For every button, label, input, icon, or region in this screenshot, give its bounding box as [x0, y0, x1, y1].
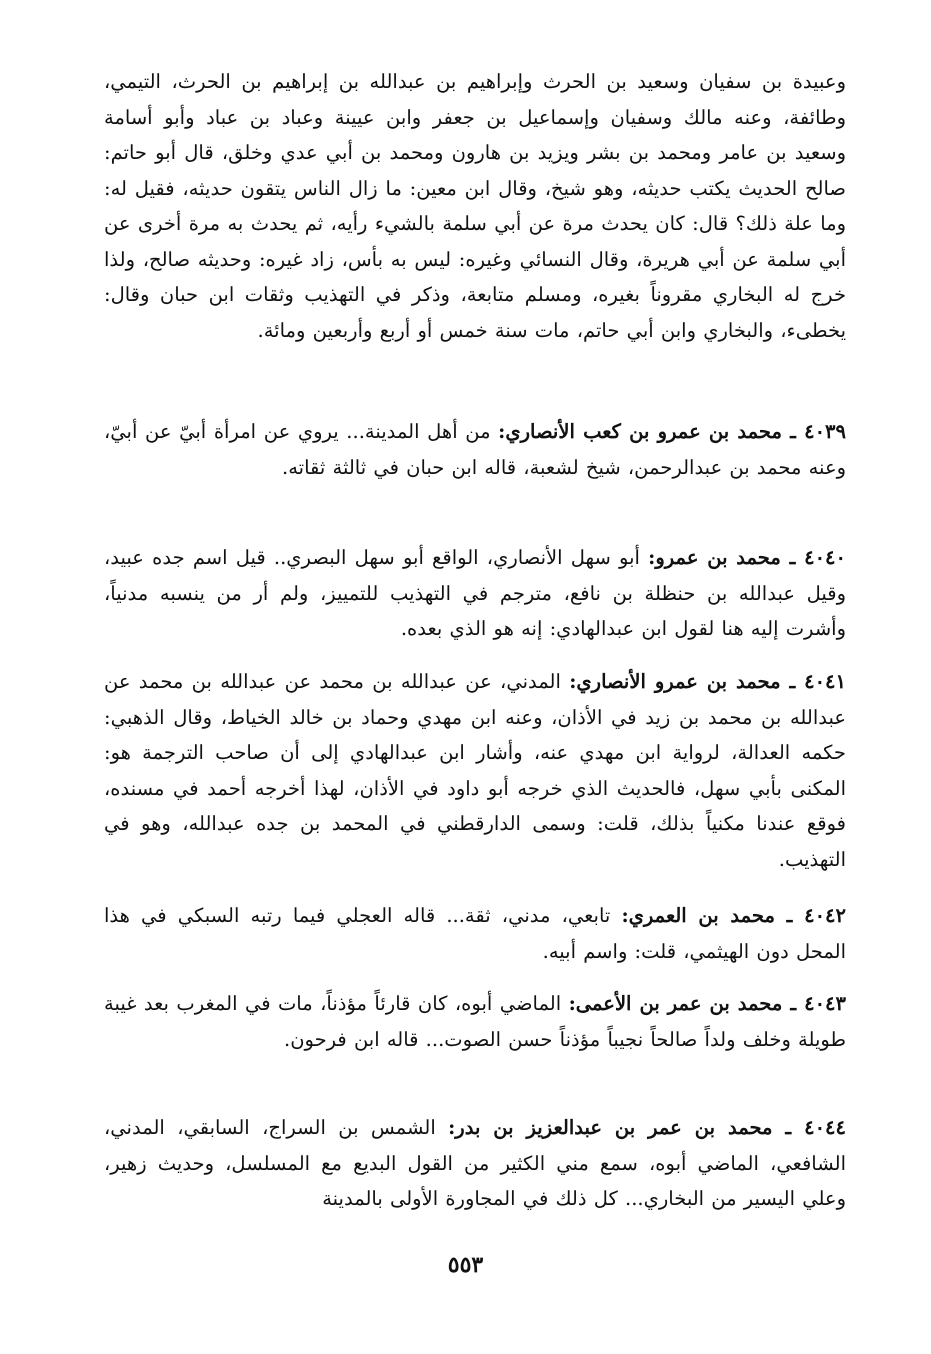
entry-heading: ٤٠٣٩ ـ محمد بن عمرو بن كعب الأنصاري:	[498, 420, 846, 443]
paragraph-continuation	[104, 64, 846, 348]
entry-heading: ٤٠٤٣ ـ محمد بن عمر بن الأعمى:	[568, 992, 846, 1015]
entry-heading: ٤٠٤٢ ـ محمد بن العمري:	[621, 904, 846, 927]
entry-4042	[104, 898, 846, 969]
entry-4040	[104, 540, 846, 647]
entry-heading: ٤٠٤١ ـ محمد بن عمرو الأنصاري:	[569, 670, 846, 693]
entry-text: تابعي، مدني، ثقة... قاله العجلي فيما رتبه السبكي في هذا المحل دون الهيثمي، قلت: واسم أبيه.	[104, 904, 846, 963]
entry-text: أبو سهل الأنصاري، الواقع أبو سهل البصري.. قيل اسم جده عبيد، وقيل عبدالله بن حنظلة بن نافع، مترجم في التهذيب للتمييز، ولم أر من ينسبه مدنياً، وأشرت إليه هنا لقول ابن عبدالهادي: إنه هو الذي بعده.	[104, 546, 846, 640]
entry-4039	[104, 414, 846, 485]
entry-text: الماضي أبوه، كان قارئاً مؤذناً، مات في المغرب بعد غيبة طويلة وخلف ولداً صالحاً نجيباً مؤذناً حسن الصوت... قاله ابن فرحون.	[104, 992, 846, 1051]
entry-heading: ٤٠٤٠ ـ محمد بن عمرو:	[648, 546, 847, 569]
entry-4043	[104, 986, 846, 1057]
entry-4041	[104, 664, 846, 877]
entry-heading: ٤٠٤٤ ـ محمد بن عمر بن عبدالعزيز بن بدر:	[448, 1116, 846, 1139]
entry-text: الشمس بن السراج، السابقي، المدني، الشافعي، الماضي أبوه، سمع مني الكثير من القول البديع مع المسلسل، وحديث زهير، وعلي اليسير من البخاري... كل ذلك في المجاورة الأولى بالمدينة	[104, 1116, 846, 1210]
entry-text: من أهل المدينة... يروي عن امرأة أبيّ عن أبيّ، وعنه محمد بن عبدالرحمن، شيخ لشعبة، قاله ابن حبان في ثالثة ثقاته.	[104, 420, 846, 479]
page-number: ٥٥٣	[447, 1252, 484, 1278]
paragraph-text: وعبيدة بن سفيان وسعيد بن الحرث وإبراهيم بن عبدالله بن إبراهيم بن الحرث، التيمي، وطائفة، وعنه مالك وسفيان وإسماعيل بن جعفر وابن عيينة وعباد بن عباد وأبو أسامة وسعيد بن عامر ومحمد بن بشر ويزيد بن هارون ومحمد بن أبي عدي وخلق، قال أبو حاتم: صالح الحديث يكتب حديثه، وهو شيخ، وقال ابن معين: ما زال الناس يتقون حديثه، فقيل له: وما علة ذلك؟ قال: كان يحدث مرة عن أبي سلمة بالشيء رأيه، ثم يحدث به مرة أخرى عن أبي سلمة عن أبي هريرة، وقال النسائي وغيره: ليس به بأس، زاد غيره: وحديثه صالح، ولذا خرج له البخاري مقروناً بغيره، ومسلم متابعة، وذكر في التهذيب وثقات ابن حبان وقال: يخطىء، والبخاري وابن أبي حاتم، مات سنة خمس أو أربع وأربعين ومائة.	[104, 70, 846, 342]
entry-text: المدني، عن عبدالله بن محمد عن عبدالله بن محمد عن عبدالله بن محمد بن زيد في الأذان، وعنه ابن مهدي وحماد بن خالد الخياط، وقال الذهبي: حكمه العدالة، لرواية ابن مهدي عنه، وأشار ابن عبدالهادي إلى أن صاحب الترجمة هو: المكنى بأبي سهل، فالحديث الذي خرجه أبو داود في الأذان، لهذا أخرجه أحمد في مسنده، فوقع عندنا مكنياً بذلك، قلت: وسمى الدارقطني في المحمد بن جده عبدالله، وهو في التهذيب.	[104, 670, 846, 871]
entry-4044	[104, 1110, 846, 1217]
